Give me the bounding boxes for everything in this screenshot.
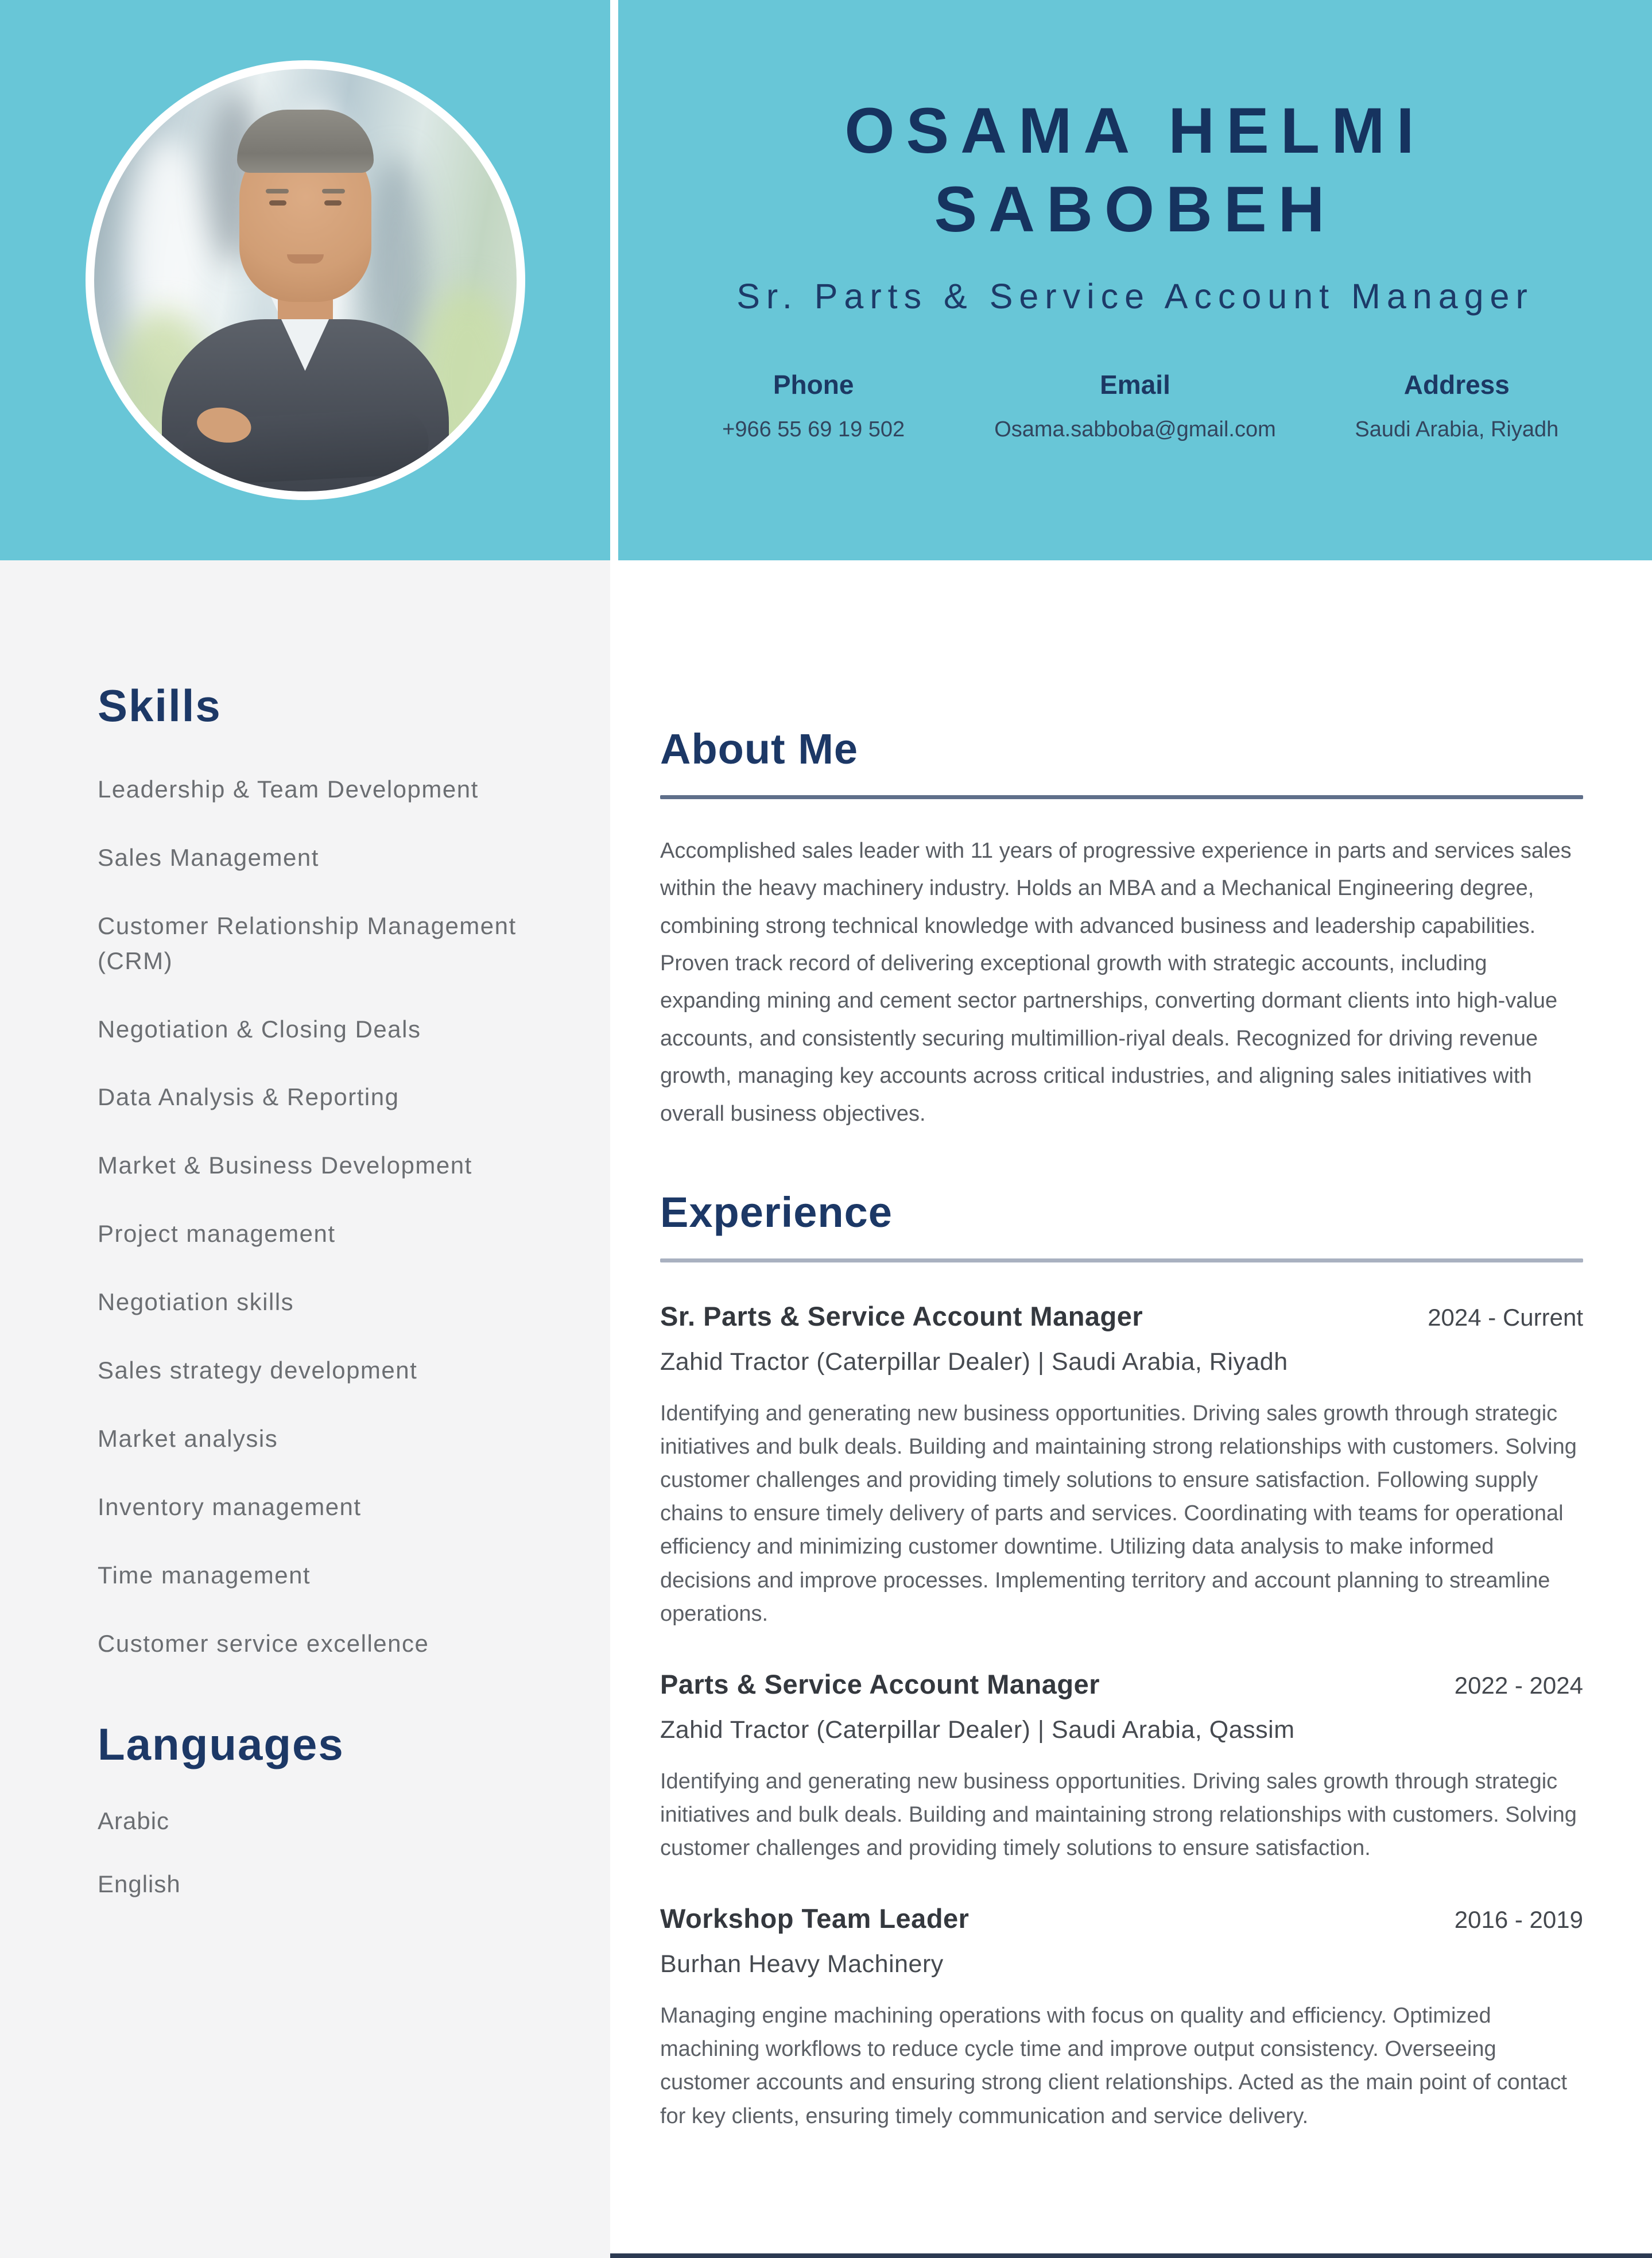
job-title-row	[660, 1903, 1583, 1934]
sidebar-content	[0, 560, 610, 1898]
profile-photo	[94, 69, 517, 491]
contact-email	[974, 369, 1296, 442]
portrait-brow	[322, 189, 345, 193]
job-title: Sr. Parts & Service Account Manager	[660, 1300, 1143, 1331]
language-item: English	[98, 1870, 181, 1898]
about-divider	[660, 795, 1583, 799]
job-description: Identifying and generating new business opportunities. Driving sales growth through strategic initiatives and bulk deals. Building and maintaining strong relationships with customers. Solving customer challenges and providing timely solutions to ensure satisfaction.	[660, 1769, 1577, 1860]
about-heading: About Me	[660, 725, 859, 773]
portrait-person	[94, 69, 517, 491]
sidebar-photo-panel	[0, 0, 610, 560]
experience-divider	[660, 1258, 1583, 1262]
portrait-eye	[324, 200, 342, 206]
skill-item: Negotiation skills	[98, 1288, 294, 1316]
skill-item: Data Analysis & Reporting	[98, 1083, 400, 1111]
portrait-mouth	[287, 254, 324, 264]
job-entry	[660, 1903, 1583, 2133]
job-company: Zahid Tractor (Caterpillar Dealer) | Saudi Arabia, Riyadh	[660, 1347, 1288, 1376]
job-title: Workshop Team Leader	[660, 1903, 970, 1934]
skill-item: Market & Business Development	[98, 1152, 472, 1179]
about-section	[660, 725, 1583, 1133]
job-description: Managing engine machining operations with focus on quality and efficiency. Optimized machining workflows to reduce cycle time and improve output consistency. Overseeing customer accounts and ensuring strong client relationships. Acted as the main point of contact for key clients, ensuring timely communication and service delivery.	[660, 2004, 1568, 2128]
skill-item: Project management	[98, 1220, 336, 1248]
portrait-hair	[237, 110, 374, 173]
main-content	[618, 560, 1652, 2133]
footer-accent-line	[610, 2253, 1652, 2258]
job-title-row	[660, 1300, 1583, 1332]
candidate-name-line1: OSAMA HELMI	[844, 95, 1426, 166]
phone-value: +966 55 69 19 502	[722, 417, 905, 442]
job-description: Identifying and generating new business opportunities. Driving sales growth through strategic initiatives and bulk deals. Building and maintaining strong relationships with customers. Solving customer challenges and providing timely solutions to ensure satisfaction. Following supply chains to ensure timely delivery of parts and services. Coordinating with teams for operational efficiency and minimizing customer downtime. Utilizing data analysis to make informed decisions and improve processes. Implementing territory and account planning to streamline operations.	[660, 1401, 1577, 1626]
skill-item: Customer Relationship Management (CRM)	[98, 912, 517, 974]
portrait-eye	[269, 200, 286, 206]
email-value: Osama.sabboba@gmail.com	[994, 417, 1276, 442]
contact-row	[618, 369, 1652, 442]
contact-phone	[653, 369, 974, 442]
portrait-brow	[266, 189, 289, 193]
address-label: Address	[1403, 370, 1510, 400]
skill-item: Customer service excellence	[98, 1629, 429, 1657]
contact-address	[1296, 369, 1618, 442]
skill-item: Sales Management	[98, 843, 319, 871]
profile-photo-ring	[86, 60, 525, 500]
skills-list	[98, 772, 570, 1661]
languages-heading: Languages	[98, 1719, 344, 1770]
skill-item: Market analysis	[98, 1424, 278, 1452]
header-banner	[618, 0, 1652, 560]
skill-item: Inventory management	[98, 1493, 362, 1520]
candidate-headline: Sr. Parts & Service Account Manager	[736, 277, 1534, 316]
address-value: Saudi Arabia, Riyadh	[1355, 417, 1559, 442]
job-company: Burhan Heavy Machinery	[660, 1950, 944, 1978]
skill-item: Negotiation & Closing Deals	[98, 1015, 421, 1043]
experience-heading: Experience	[660, 1188, 893, 1236]
job-dates: 2016 - 2019	[1454, 1906, 1583, 1934]
phone-label: Phone	[773, 370, 854, 400]
candidate-name-line2: SABOBEH	[934, 173, 1336, 245]
experience-section	[660, 1188, 1583, 2133]
skill-item: Sales strategy development	[98, 1357, 418, 1384]
job-title-row	[660, 1668, 1583, 1700]
skill-item: Leadership & Team Development	[98, 776, 479, 803]
portrait-crossed-arms	[180, 408, 430, 486]
job-entry	[660, 1668, 1583, 1865]
sidebar	[0, 0, 610, 2258]
skill-item: Time management	[98, 1561, 311, 1589]
job-dates: 2022 - 2024	[1454, 1671, 1583, 1699]
language-item: Arabic	[98, 1807, 170, 1835]
about-text: Accomplished sales leader with 11 years of progressive experience in parts and services sales within the heavy machinery industry. Holds an MBA and a Mechanical Engineering degree, combining strong technical knowledge with advanced business and leadership capabilities. Proven track record of delivering exceptional growth with strategic accounts, including expanding mining and cement sector partnerships, converting dormant clients into high-value accounts, and consistently securing multimillion-riyal deals. Recognized for driving revenue growth, managing key accounts across critical industries, and aligning sales initiatives with overall business objectives.	[660, 839, 1572, 1126]
job-company: Zahid Tractor (Caterpillar Dealer) | Saudi Arabia, Qassim	[660, 1715, 1295, 1744]
job-dates: 2024 - Current	[1428, 1303, 1583, 1331]
job-entry	[660, 1300, 1583, 1630]
job-title: Parts & Service Account Manager	[660, 1668, 1100, 1699]
email-label: Email	[1100, 370, 1170, 400]
candidate-name	[618, 92, 1652, 249]
languages-list	[98, 1807, 570, 1898]
skills-heading: Skills	[98, 680, 222, 731]
